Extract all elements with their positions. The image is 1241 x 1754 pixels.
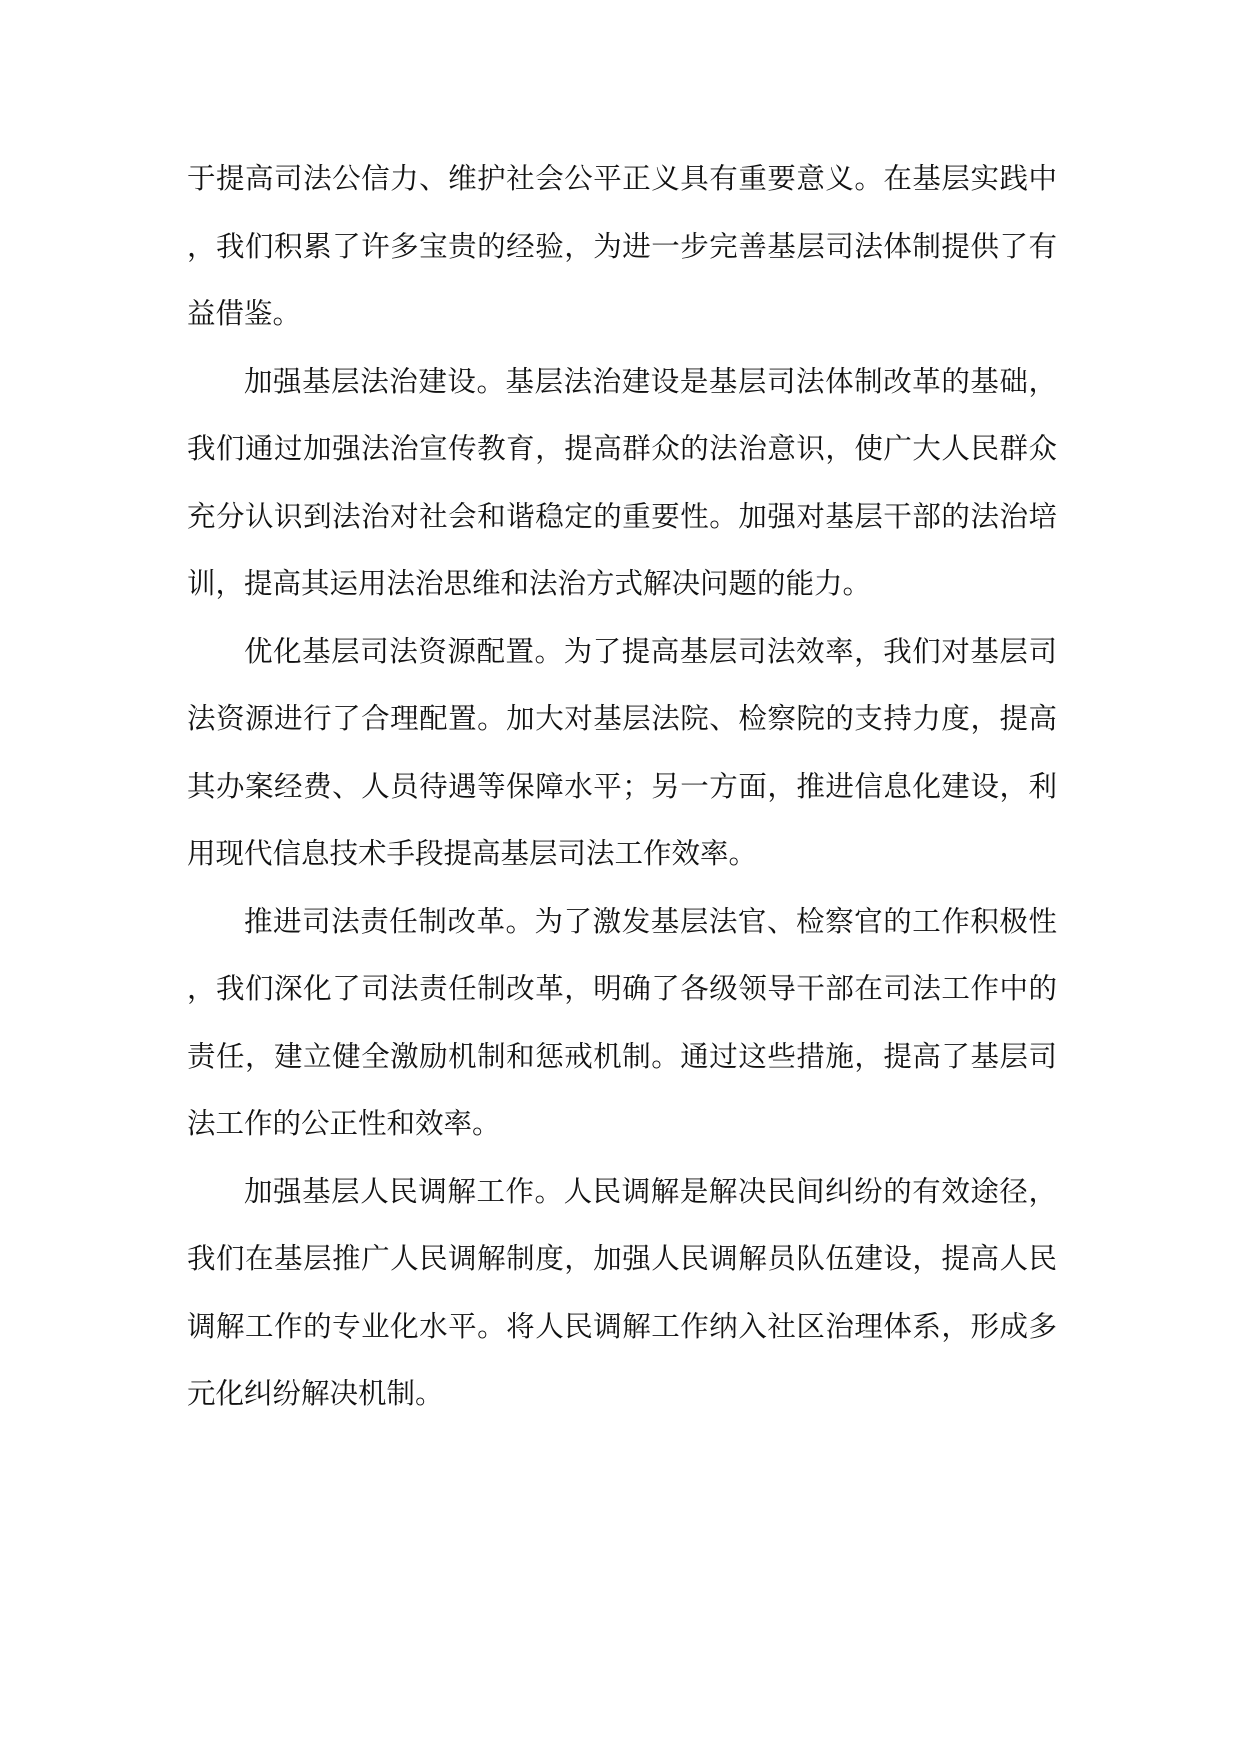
- paragraph-judicial-responsibility: 推进司法责任制改革。为了激发基层法官、检察官的工作积极性，我们深化了司法责任制改革，明确了各级领导干部在司法工作中的责任，建立健全激励机制和惩戒机制。通过这些措施，提高了基层司法工作的公正性和效率。: [187, 904, 1057, 1140]
- paragraph-continuation: 于提高司法公信力、维护社会公平正义具有重要意义。在基层实践中，我们积累了许多宝贵的经验，为进一步完善基层司法体制提供了有益借鉴。: [187, 162, 1057, 330]
- document-body: [187, 145, 1057, 1428]
- paragraph-judicial-resources: 优化基层司法资源配置。为了提高基层司法效率，我们对基层司法资源进行了合理配置。加大对基层法院、检察院的支持力度，提高其办案经费、人员待遇等保障水平；另一方面，推进信息化建设，利用现代信息技术手段提高基层司法工作效率。: [187, 634, 1057, 870]
- paragraph-people-mediation: 加强基层人民调解工作。人民调解是解决民间纠纷的有效途径，我们在基层推广人民调解制度，加强人民调解员队伍建设，提高人民调解工作的专业化水平。将人民调解工作纳入社区治理体系，形成多元化纠纷解决机制。: [187, 1174, 1057, 1410]
- paragraph-grassroots-rule-of-law: 加强基层法治建设。基层法治建设是基层司法体制改革的基础，我们通过加强法治宣传教育，提高群众的法治意识，使广大人民群众充分认识到法治对社会和谐稳定的重要性。加强对基层干部的法治培训，提高其运用法治思维和法治方式解决问题的能力。: [187, 364, 1057, 600]
